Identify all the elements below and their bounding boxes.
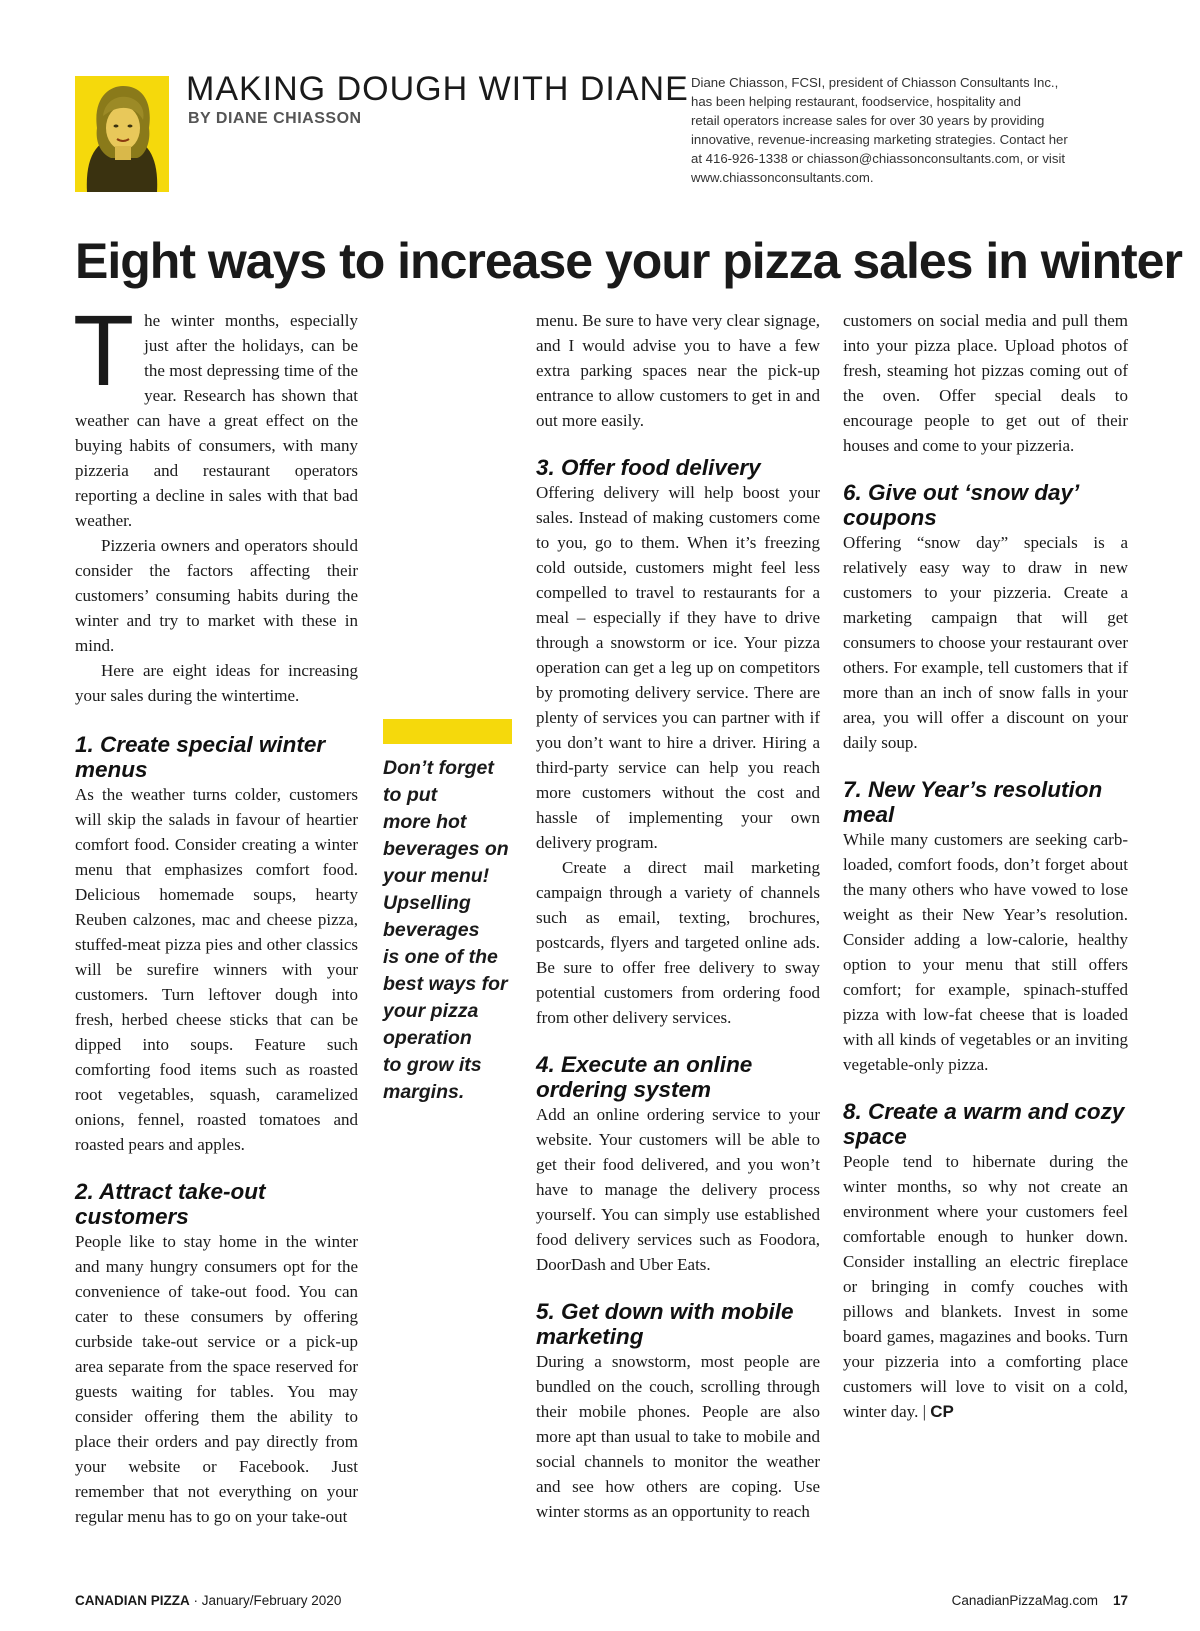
bio-line: at 416-926-1338 or chiasson@chiassonconsultants.com, or visit: [691, 151, 1066, 166]
pull-quote: [383, 755, 523, 1106]
article-column-2: [536, 308, 820, 1524]
pull-quote-line: beverages: [383, 919, 480, 941]
author-portrait-image: [75, 76, 169, 192]
pull-quote-line: margins.: [383, 1081, 465, 1103]
footer-issue-date: · January/February 2020: [189, 1593, 342, 1608]
byline: BY DIANE CHIASSON: [188, 110, 362, 127]
bio-line: has been helping restaurant, foodservice, hospitality and: [691, 94, 1021, 109]
pull-quote-line: your pizza: [383, 1000, 479, 1022]
section-heading-3: 3. Offer food delivery: [536, 455, 761, 480]
footer-magazine-name: CANADIAN PIZZA: [75, 1593, 190, 1608]
body-paragraph: During a snowstorm, most people are bundled on the couch, scrolling through their mobile phones. People are also more apt than usual to take to mobile and social channels to monitor the weather and see how others are coping. Use winter storms as an opportunity to reach: [536, 1352, 820, 1521]
footer-website: CanadianPizzaMag.com: [951, 1593, 1098, 1608]
section-heading-2: 2. Attract take-out customers: [75, 1179, 266, 1229]
author-photo: [75, 76, 169, 192]
page-number: 17: [1112, 1593, 1128, 1608]
body-paragraph-continued: menu. Be sure to have very clear signage, and I would advise you to have a few extra parking spaces near the pick-up entrance to allow customers to get in and out more easily.: [536, 311, 820, 430]
pull-quote-line: to put: [383, 784, 438, 806]
bio-line: Diane Chiasson, FCSI, president of Chiasson Consultants Inc.,: [691, 75, 1059, 90]
section-heading-6: 6. Give out ‘snow day’ coupons: [843, 480, 1079, 530]
pull-quote-line: beverages on: [383, 838, 509, 860]
pull-quote-line: your menu!: [383, 865, 490, 887]
body-paragraph: As the weather turns colder, customers will skip the salads in favour of heartier comfort food. Consider creating a winter menu that emphasizes comfort food. Delicious homemade soups, hearty Reuben calzones, mac and cheese pizza, stuffed-meat pizza pies and other classics will be surefire winners with your customers. Turn leftover dough into fresh, herbed cheese sticks that can be dipped into soups. Feature such comforting food items such as roasted root vegetables, squash, caramelized onions, fennel, roasted tomatoes and roasted pears and apples.: [75, 785, 358, 1154]
section-heading-1: 1. Create special winter menus: [75, 732, 326, 782]
drop-cap: T: [73, 295, 135, 407]
article-column-1: [73, 295, 358, 1529]
footer-issue: [75, 1593, 341, 1608]
article-column-3: [843, 308, 1128, 1424]
section-heading-8: 8. Create a warm and cozy space: [843, 1099, 1125, 1149]
column-title: MAKING DOUGH WITH DIANE: [186, 70, 689, 108]
pull-quote-line: is one of the: [383, 946, 498, 968]
footer-page-info: [952, 1593, 1128, 1608]
body-paragraph: Add an online ordering service to your website. Your customers will be able to get their food delivered, and you won’t have to manage the delivery process yourself. You can simply use established food delivery services such as Foodora, DoorDash and Uber Eats.: [536, 1105, 820, 1274]
body-paragraph: People tend to hibernate during the winter months, so why not create an environment where your customers feel comfortable enough to hunker down. Consider installing an electric fireplace or bringing in comfy couches with pillows and blankets. Invest in some board games, magazines and books. Turn your pizzeria into a comforting place customers will love to visit on a cold, winter day. | CP: [843, 1152, 1128, 1421]
bio-line: www.chiassonconsultants.com.: [691, 170, 874, 185]
section-heading-4: 4. Execute an online ordering system: [536, 1052, 753, 1102]
pull-quote-line: Upselling: [383, 892, 471, 914]
intro-paragraph: Here are eight ideas for increasing your sales during the wintertime.: [75, 661, 358, 705]
body-paragraph: People like to stay home in the winter and many hungry consumers opt for the convenience of take-out food. You can cater to these consumers by offering curbside take-out service or a pick-up area separate from the space reserved for guests waiting for tables. You may consider offering them the ability to place their orders and pay directly from your website or Facebook. Just remember that not everything on your regular menu has to go on your take-out: [75, 1232, 358, 1526]
body-paragraph: While many customers are seeking carb-loaded, comfort foods, don’t forget about the many others who have vowed to lose weight as their New Year’s resolution. Consider adding a low-calorie, healthy option to your menu that still offers comfort; for example, spinach-stuffed pizza with low-fat cheese that is loaded with all kinds of vegetables or an inviting vegetable-only pizza.: [843, 830, 1128, 1074]
body-paragraph: Offering “snow day” specials is a relatively easy way to draw in new customers to your pizzeria. Create a marketing campaign that will get consumers to choose your restaurant over others. For example, tell customers that if more than an inch of snow falls in your area, you will offer a discount on your daily soup.: [843, 533, 1128, 752]
author-bio: [691, 73, 1131, 187]
section-heading-5: 5. Get down with mobile marketing: [536, 1299, 794, 1349]
pull-quote-line: operation: [383, 1027, 472, 1049]
pull-quote-accent-bar: [383, 719, 512, 744]
bio-line: retail operators increase sales for over 30 years by providing: [691, 113, 1045, 128]
body-paragraph-continued: customers on social media and pull them into your pizza place. Upload photos of fresh, steaming hot pizzas coming out of the oven. Offer special deals to encourage people to get out of their houses and come to your pizzeria.: [843, 311, 1128, 455]
bio-line: innovative, revenue-increasing marketing strategies. Contact her: [691, 132, 1068, 147]
intro-paragraph: The winter months, especially just after the holidays, can be the most depressing time of the year. Research has shown that weather can have a great effect on the buying habits of consumers, with many pizzeria and restaurant operators reporting a decline in sales with that bad weather.: [73, 295, 358, 530]
headline: Eight ways to increase your pizza sales in winter: [75, 233, 1182, 289]
end-mark: CP: [930, 1402, 954, 1421]
pull-quote-line: more hot: [383, 811, 467, 833]
pull-quote-line: Don’t forget: [383, 757, 494, 779]
body-paragraph: Offering delivery will help boost your sales. Instead of making customers come to you, go to them. When it’s freezing cold outside, customers might feel less compelled to travel to restaurants for a meal – especially if they have to drive through a snowstorm or ice. Your pizza operation can get a leg up on competitors by promoting delivery service. There are plenty of services you can partner with if you don’t want to hire a driver. Hiring a third-party service can help you reach more customers without the cost and hassle of implementing your own delivery program.: [536, 483, 820, 852]
pull-quote-line: best ways for: [383, 973, 508, 995]
intro-paragraph: Pizzeria owners and operators should consider the factors affecting their customers’ consuming habits during the winter and try to market with these in mind.: [75, 536, 358, 655]
section-heading-7: 7. New Year’s resolution meal: [843, 777, 1103, 827]
pull-quote-line: to grow its: [383, 1054, 482, 1076]
body-paragraph: Create a direct mail marketing campaign through a variety of channels such as email, texting, brochures, postcards, flyers and targeted online ads. Be sure to offer free delivery to sway potential customers from ordering food from other delivery services.: [536, 858, 820, 1027]
